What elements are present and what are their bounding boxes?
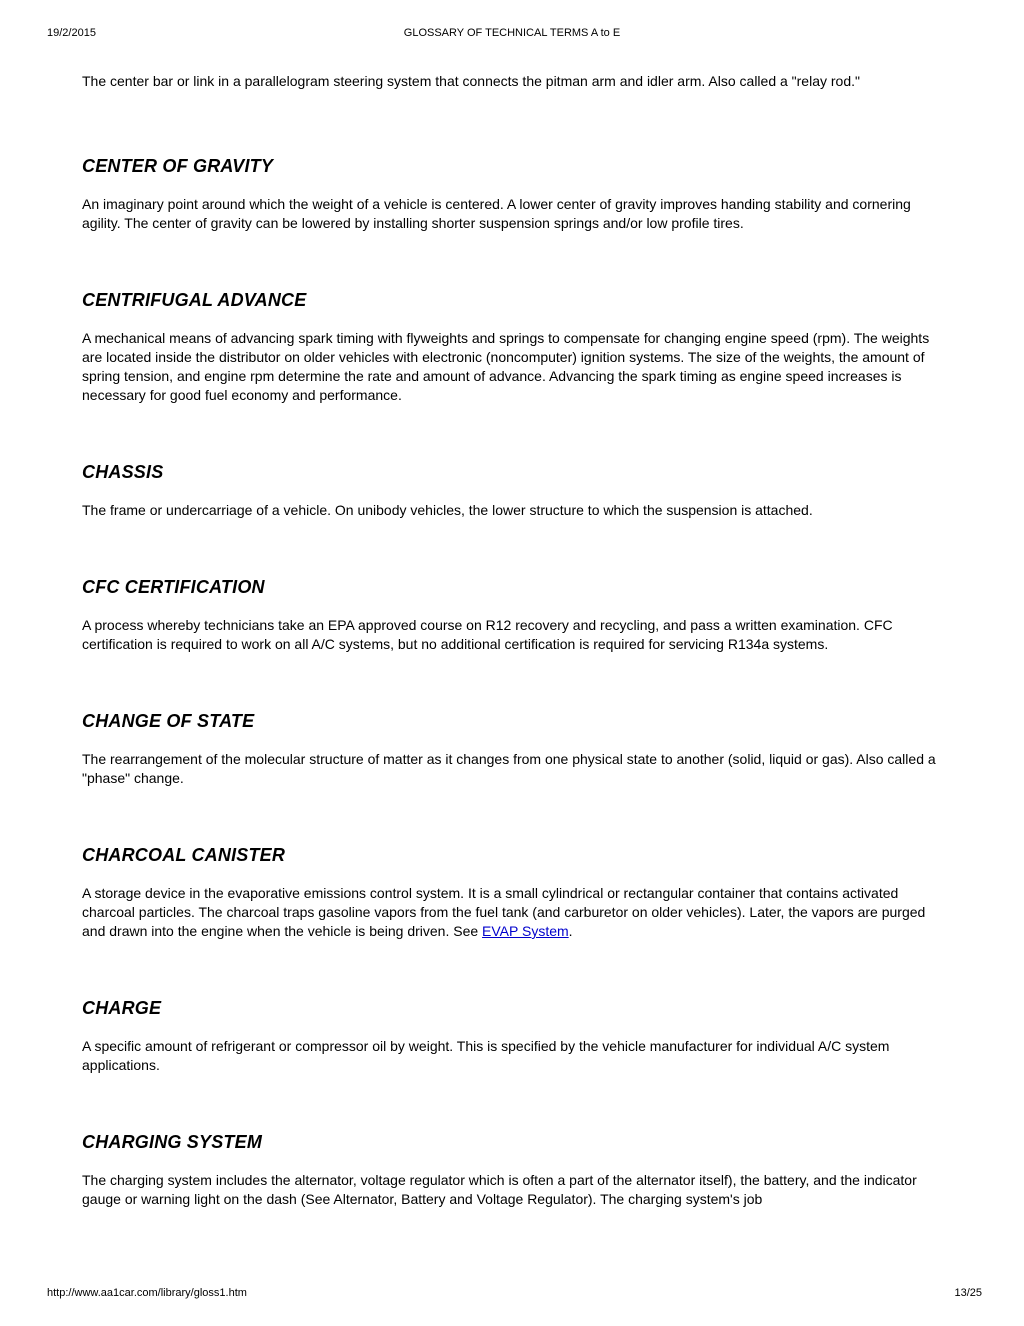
entry-definition: The frame or undercarriage of a vehicle. On unibody vehicles, the lower structure to which the suspension is attached.	[82, 502, 813, 518]
entry-definition	[82, 884, 944, 941]
glossary-content	[82, 72, 944, 1209]
page-footer-page-number: 13/25	[954, 1287, 982, 1299]
entry-definition: A mechanical means of advancing spark timing with flyweights and springs to compensate for changing engine speed (rpm). The weights are located inside the distributor on older vehicles with electronic (noncomputer) ignition systems. The size of the weights, the amount of spring tension, and engine rpm determine the rate and amount of advance. Advancing the spark timing as engine speed increases is necessary for good fuel economy and performance.	[82, 330, 930, 403]
page-footer-url: http://www.aa1car.com/library/gloss1.htm	[47, 1287, 247, 1299]
entry-definition: An imaginary point around which the weight of a vehicle is centered. A lower center of gravity improves handing stability and cornering agility. The center of gravity can be lowered by installing shorter suspension springs and/or low profile tires.	[82, 196, 911, 231]
glossary-entry-chassis	[82, 461, 944, 520]
entry-definition: The rearrangement of the molecular structure of matter as it changes from one physical state to another (solid, liquid or gas). Also called a "phase" change.	[82, 751, 936, 786]
entry-definition: A specific amount of refrigerant or compressor oil by weight. This is specified by the vehicle manufacturer for individual A/C system applications.	[82, 1038, 890, 1073]
entry-title: CHANGE OF STATE	[82, 711, 255, 731]
entry-title: CENTRIFUGAL ADVANCE	[82, 290, 307, 310]
entry-title: CHARCOAL CANISTER	[82, 845, 286, 865]
evap-system-link[interactable]: EVAP System	[482, 923, 569, 939]
glossary-entry-charcoal-canister	[82, 844, 944, 941]
entry-definition: The charging system includes the alternator, voltage regulator which is often a part of the alternator itself), the battery, and the indicator gauge or warning light on the dash (See Alternator, Battery and Voltage Regulator). The charging system's job	[82, 1172, 917, 1207]
entry-title: CFC CERTIFICATION	[82, 577, 265, 597]
entry-title: CHARGING SYSTEM	[82, 1132, 263, 1152]
glossary-entry-change-of-state	[82, 710, 944, 788]
intro-paragraph: The center bar or link in a parallelogram steering system that connects the pitman arm and idler arm. Also called a "relay rod."	[82, 73, 860, 89]
page-header-title: GLOSSARY OF TECHNICAL TERMS A to E	[403, 27, 621, 39]
glossary-entry-center-of-gravity	[82, 155, 944, 233]
entry-title: CHARGE	[82, 998, 162, 1018]
entry-title: CHASSIS	[82, 462, 164, 482]
entry-definition: A process whereby technicians take an EPA approved course on R12 recovery and recycling, and pass a written examination. CFC certification is required to work on all A/C systems, but no additional certification is required for servicing R134a systems.	[82, 617, 893, 652]
entry-definition-text: A storage device in the evaporative emissions control system. It is a small cylindrical or rectangular container that contains activated charcoal particles. The charcoal traps gasoline vapors from the fuel tank (and carburetor on older vehicles). Later, the vapors are purged and drawn into the engine when the vehicle is being driven. See	[82, 885, 926, 939]
glossary-entry-charge	[82, 997, 944, 1075]
glossary-entry-charging-system	[82, 1131, 944, 1209]
glossary-entry-cfc-certification	[82, 576, 944, 654]
entry-title: CENTER OF GRAVITY	[82, 156, 274, 176]
entry-definition-end: .	[568, 923, 573, 939]
glossary-entry-centrifugal-advance	[82, 289, 944, 405]
page-header-date: 19/2/2015	[47, 27, 96, 39]
